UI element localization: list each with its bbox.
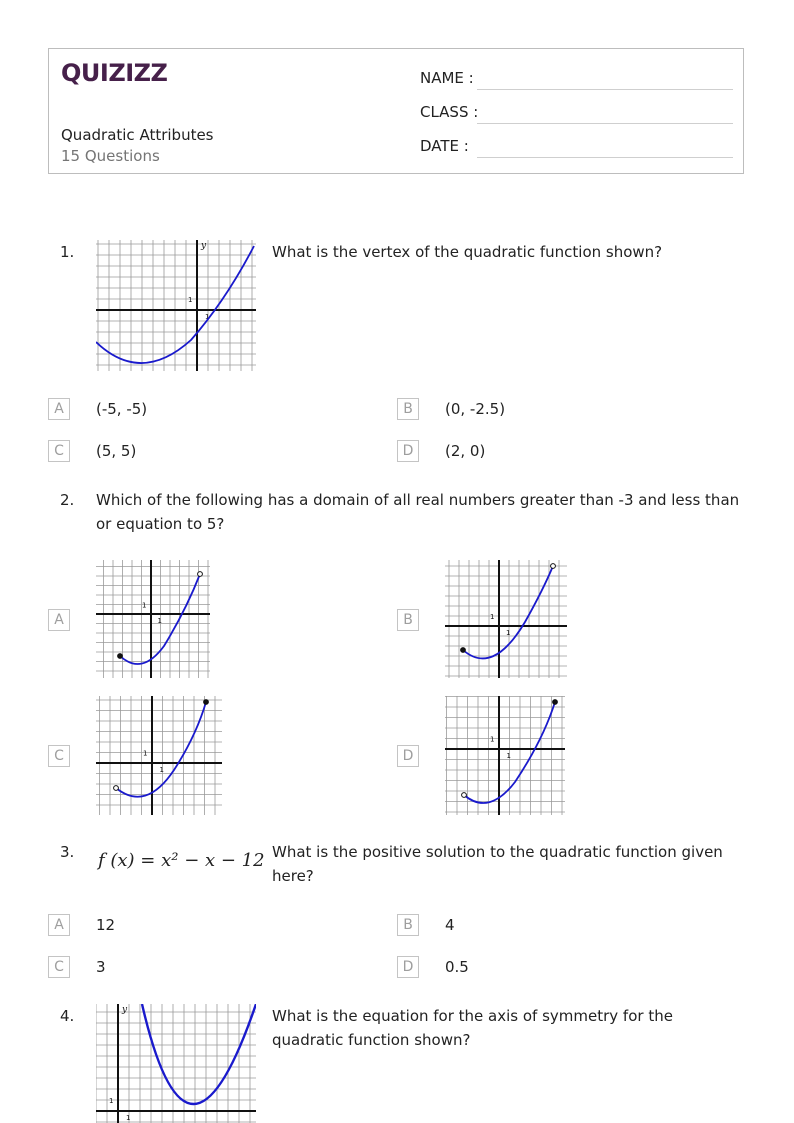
- q3-option-c-text: 3: [96, 958, 106, 976]
- q2-option-c-box[interactable]: C: [48, 745, 70, 767]
- quizizz-logo: QUIZIZZ: [61, 59, 168, 87]
- q2-option-a-box[interactable]: A: [48, 609, 70, 631]
- q2-option-b-graph: [445, 560, 567, 678]
- x-tick-label-1: 1: [506, 752, 511, 760]
- q1-option-a-box[interactable]: A: [48, 398, 70, 420]
- question-1-text: What is the vertex of the quadratic function shown?: [272, 243, 663, 261]
- open-endpoint: [551, 564, 556, 569]
- closed-endpoint: [118, 654, 123, 659]
- q1-option-b-box[interactable]: B: [397, 398, 419, 420]
- date-line[interactable]: [477, 157, 733, 158]
- q3-option-c-box[interactable]: C: [48, 956, 70, 978]
- x-tick-label-1: 1: [205, 313, 210, 321]
- q3-option-d-text: 0.5: [445, 958, 469, 976]
- q2-option-b-box[interactable]: B: [397, 609, 419, 631]
- q1-option-a-text: (-5, -5): [96, 400, 148, 418]
- question-3-number: 3.: [60, 843, 75, 861]
- name-line[interactable]: [477, 89, 733, 90]
- date-label: DATE :: [420, 137, 469, 155]
- q2-option-d-box[interactable]: D: [397, 745, 419, 767]
- q1-option-d-box[interactable]: D: [397, 440, 419, 462]
- question-2-number: 2.: [60, 491, 75, 509]
- open-endpoint: [114, 786, 119, 791]
- parabola-curve: [116, 702, 206, 797]
- y-tick-label-1: 1: [188, 296, 193, 304]
- worksheet-header: [48, 48, 744, 174]
- grid-lines: [96, 560, 210, 678]
- y-axis-label: y: [122, 1005, 128, 1015]
- worksheet-title: Quadratic Attributes: [61, 126, 214, 144]
- question-1-graph: [96, 240, 256, 371]
- y-axis-label: y: [201, 241, 207, 251]
- question-3-text: What is the positive solution to the quadratic function given here?: [272, 843, 723, 885]
- parabola-curve: [463, 566, 553, 658]
- question-2-text: Which of the following has a domain of all real numbers greater than -3 and less than or equation to 5?: [96, 491, 740, 533]
- q1-option-b-text: (0, -2.5): [445, 400, 506, 418]
- question-1-number: 1.: [60, 243, 75, 261]
- q1-option-d-text: (2, 0): [445, 442, 486, 460]
- q3-option-a-text: 12: [96, 916, 116, 934]
- question-4-number: 4.: [60, 1007, 75, 1025]
- q3-option-a-box[interactable]: A: [48, 914, 70, 936]
- y-tick-label-1: 1: [109, 1097, 114, 1105]
- q1-option-c-box[interactable]: C: [48, 440, 70, 462]
- q2-option-a-graph: [96, 560, 210, 678]
- y-tick-label-1: 1: [490, 613, 495, 621]
- x-tick-label-1: 1: [159, 766, 164, 774]
- q3-option-d-box[interactable]: D: [397, 956, 419, 978]
- y-tick-label-1: 1: [142, 601, 147, 610]
- open-endpoint: [198, 572, 203, 577]
- x-tick-label-1: 1: [506, 629, 511, 637]
- question-4-text: What is the equation for the axis of symmetry for the quadratic function shown?: [272, 1007, 673, 1049]
- x-tick-label-1: 1: [126, 1114, 131, 1122]
- q2-option-d-graph: [445, 696, 565, 815]
- closed-endpoint: [461, 648, 466, 653]
- closed-endpoint: [204, 700, 209, 705]
- class-line[interactable]: [477, 123, 733, 124]
- question-count: 15 Questions: [61, 147, 160, 165]
- class-label: CLASS :: [420, 103, 479, 121]
- q3-option-b-text: 4: [445, 916, 455, 934]
- q3-option-b-box[interactable]: B: [397, 914, 419, 936]
- q1-option-c-text: (5, 5): [96, 442, 137, 460]
- name-label: NAME :: [420, 69, 474, 87]
- question-3-formula: f (x) = x² − x − 12: [98, 850, 265, 871]
- x-tick-label-1: 1: [157, 617, 162, 625]
- q2-option-c-graph: [96, 696, 222, 815]
- y-tick-label-1: 1: [143, 749, 148, 758]
- y-tick-label-1: 1: [490, 735, 495, 744]
- closed-endpoint: [553, 700, 558, 705]
- open-endpoint: [462, 793, 467, 798]
- question-4-graph: [96, 1004, 256, 1123]
